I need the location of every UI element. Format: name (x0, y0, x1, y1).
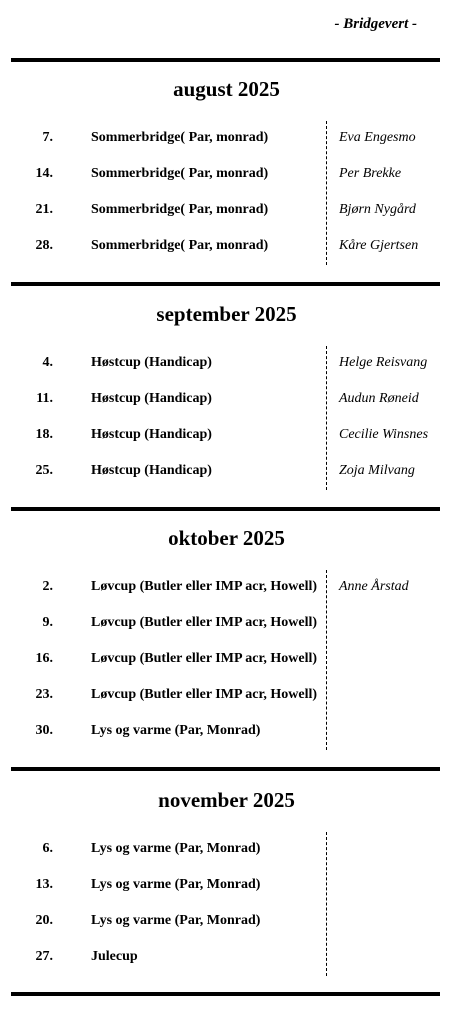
event-host: Helge Reisvang (339, 355, 428, 370)
event-row (0, 418, 453, 454)
event-day: 9. (42, 615, 53, 630)
event-list (0, 832, 453, 976)
event-host: Kåre Gjertsen (339, 238, 419, 253)
event-day: 23. (35, 687, 53, 702)
page-header-label: - Bridgevert - (334, 16, 417, 32)
event-name: Lys og varme (Par, Monrad) (91, 841, 261, 856)
event-name: Høstcup (Handicap) (91, 355, 212, 370)
event-row (0, 382, 453, 418)
event-row (0, 868, 453, 904)
event-day: 20. (35, 913, 53, 928)
event-day: 4. (42, 355, 53, 370)
month-section-august (0, 74, 453, 265)
event-host: Anne Årstad (339, 579, 409, 594)
month-title: november 2025 (158, 788, 295, 812)
event-name: Julecup (91, 949, 138, 964)
event-name: Lys og varme (Par, Monrad) (91, 723, 261, 738)
event-row (0, 832, 453, 868)
event-name: Høstcup (Handicap) (91, 427, 212, 442)
event-day: 28. (35, 238, 53, 253)
event-row (0, 570, 453, 606)
month-title: september 2025 (156, 302, 297, 326)
event-day: 6. (42, 841, 53, 856)
event-host: Bjørn Nygård (339, 202, 416, 217)
section-divider (11, 992, 440, 996)
event-name: Løvcup (Butler eller IMP acr, Howell) (91, 615, 318, 630)
event-day: 21. (35, 202, 53, 217)
event-day: 25. (35, 463, 53, 478)
event-name: Lys og varme (Par, Monrad) (91, 877, 261, 892)
event-row (0, 229, 453, 265)
event-host: Zoja Milvang (339, 463, 415, 478)
month-section-october (0, 523, 453, 750)
event-row (0, 157, 453, 193)
event-row (0, 678, 453, 714)
event-host: Eva Engesmo (339, 130, 416, 145)
event-day: 2. (42, 579, 53, 594)
event-list (0, 570, 453, 750)
event-day: 14. (35, 166, 53, 181)
section-divider (11, 282, 440, 286)
section-divider (11, 58, 440, 62)
section-divider (11, 767, 440, 771)
event-name: Løvcup (Butler eller IMP acr, Howell) (91, 651, 318, 666)
event-day: 16. (35, 651, 53, 666)
event-row (0, 904, 453, 940)
event-name: Sommerbridge( Par, monrad) (91, 202, 269, 217)
event-name: Høstcup (Handicap) (91, 391, 212, 406)
event-name: Sommerbridge( Par, monrad) (91, 166, 269, 181)
section-divider (11, 507, 440, 511)
event-row (0, 606, 453, 642)
event-day: 30. (35, 723, 53, 738)
month-section-november (0, 785, 453, 976)
event-host: Cecilie Winsnes (339, 427, 429, 442)
event-row (0, 714, 453, 750)
event-day: 11. (36, 391, 53, 406)
event-row (0, 642, 453, 678)
event-day: 27. (35, 949, 53, 964)
event-row (0, 121, 453, 157)
event-row (0, 940, 453, 976)
month-title: oktober 2025 (168, 526, 285, 550)
month-title: august 2025 (173, 77, 280, 101)
event-host: Audun Røneid (339, 391, 419, 406)
event-name: Løvcup (Butler eller IMP acr, Howell) (91, 687, 318, 702)
month-section-september (0, 299, 453, 490)
event-day: 13. (35, 877, 53, 892)
event-list (0, 346, 453, 490)
event-name: Sommerbridge( Par, monrad) (91, 130, 269, 145)
event-row (0, 346, 453, 382)
event-day: 7. (42, 130, 53, 145)
event-name: Høstcup (Handicap) (91, 463, 212, 478)
event-name: Løvcup (Butler eller IMP acr, Howell) (91, 579, 318, 594)
event-name: Lys og varme (Par, Monrad) (91, 913, 261, 928)
event-row (0, 454, 453, 490)
event-day: 18. (35, 427, 53, 442)
event-row (0, 193, 453, 229)
event-name: Sommerbridge( Par, monrad) (91, 238, 269, 253)
event-host: Per Brekke (339, 166, 402, 181)
event-list (0, 121, 453, 265)
